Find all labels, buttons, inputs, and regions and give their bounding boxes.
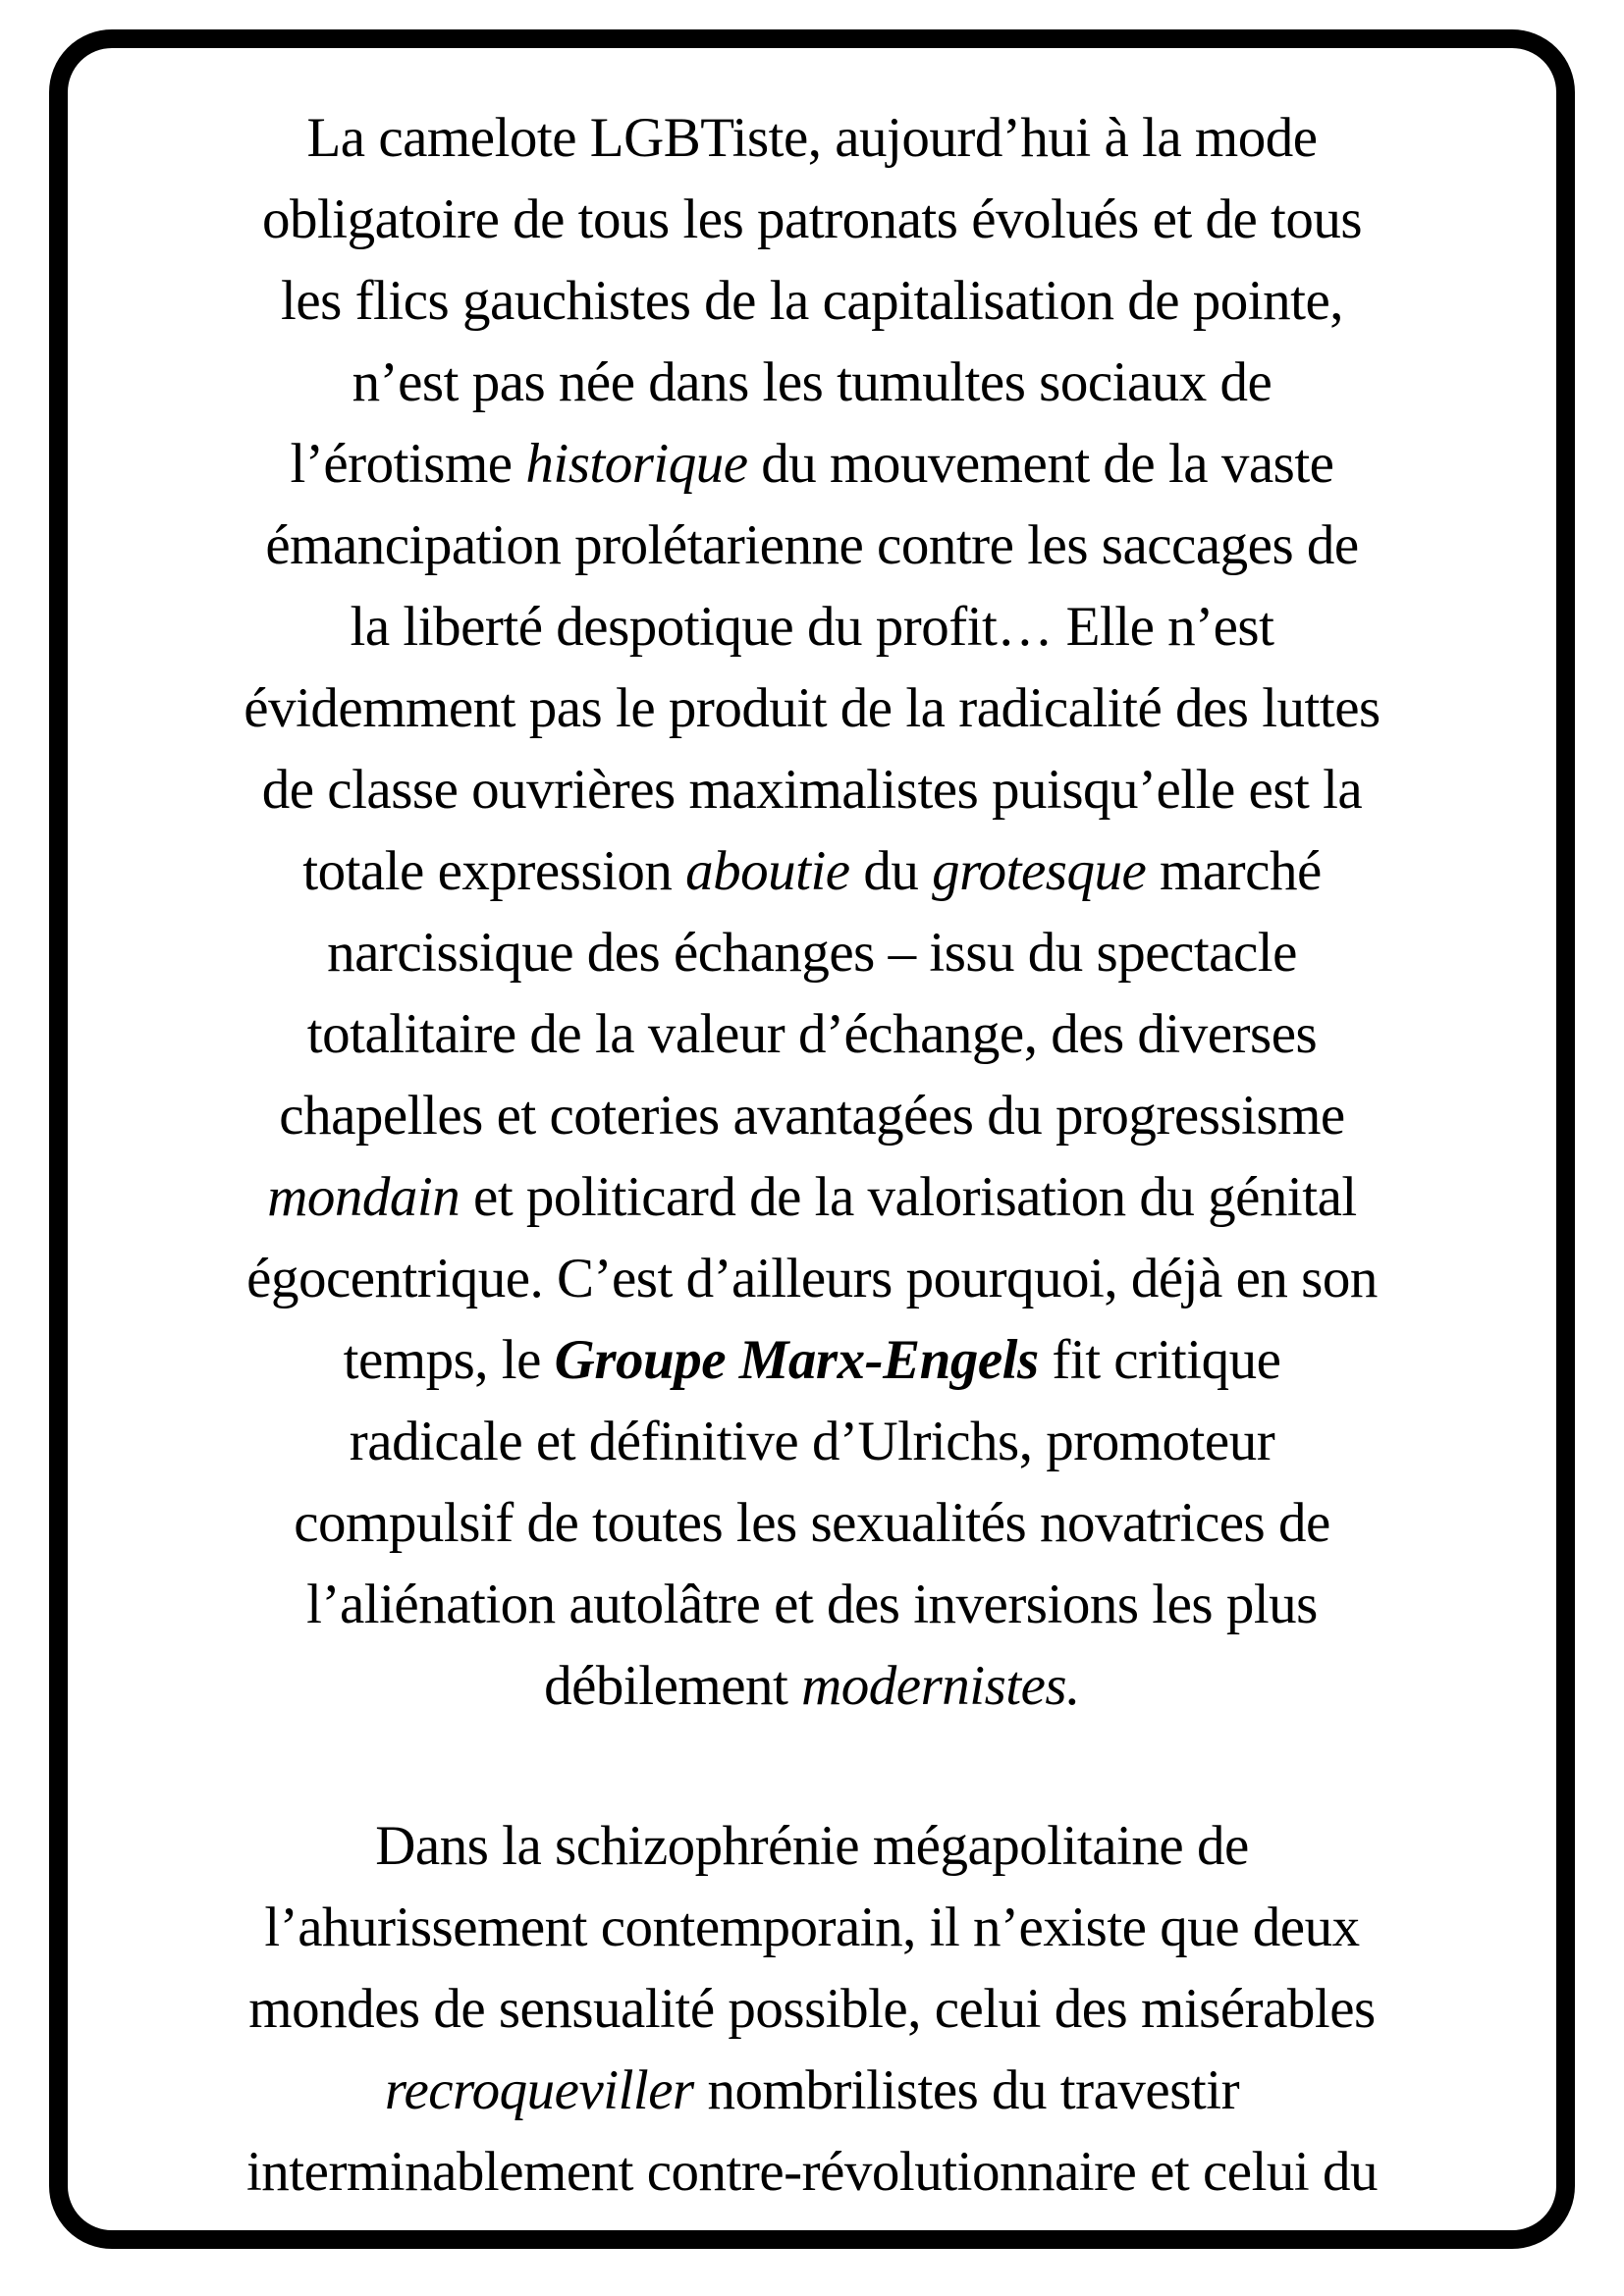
text-line (83, 179, 1541, 260)
text-line (83, 342, 1541, 423)
text-segment: l’érotisme (290, 433, 526, 495)
text-segment: et politicard de la valorisation du génital (460, 1166, 1357, 1228)
text-segment: modernistes. (801, 1655, 1080, 1717)
text-line (83, 2131, 1541, 2213)
text-segment: de classe ouvrières maximalistes puisqu’elle est la (261, 759, 1363, 821)
text-line (83, 1645, 1541, 1727)
text-segment: n’est pas née dans les tumultes sociaux de (352, 351, 1272, 413)
text-line (83, 260, 1541, 342)
text-segment: du (849, 840, 933, 902)
text-segment: obligatoire de tous les patronats évolués et de tous (261, 188, 1363, 250)
text-line (83, 667, 1541, 749)
text-line (83, 993, 1541, 1075)
text-line (83, 1156, 1541, 1238)
text-segment: Groupe Marx-Engels (554, 1329, 1039, 1391)
text-line (83, 1482, 1541, 1564)
text-segment: aboutie (685, 840, 850, 902)
text-line (83, 1075, 1541, 1156)
text-segment: historique (525, 433, 748, 495)
text-segment: interminablement contre-révolutionnaire et celui du (245, 2141, 1379, 2203)
text-line (83, 1401, 1541, 1482)
text-line (83, 1805, 1541, 1887)
text-segment: nombrilistes du travestir (693, 2059, 1240, 2121)
text-segment: l’aliénation autolâtre et des inversions les plus (306, 1574, 1318, 1635)
text-segment: Dans la schizophrénie mégapolitaine de (375, 1815, 1249, 1877)
text-segment: temps, le (343, 1329, 555, 1391)
text-segment: totalitaire de la valeur d’échange, des diverses (306, 1003, 1318, 1065)
text-segment: mondain (267, 1166, 460, 1228)
text-line (83, 830, 1541, 912)
text-line (83, 749, 1541, 830)
text-segment: l’ahurissement contemporain, il n’existe que deux (264, 1896, 1360, 1958)
text-line (83, 97, 1541, 179)
text-segment: débilement (544, 1655, 802, 1717)
text-segment: totale expression (302, 840, 686, 902)
bordered-page (49, 29, 1575, 2249)
text-segment: marché (1146, 840, 1322, 902)
text-line (83, 423, 1541, 505)
text-line (83, 1319, 1541, 1401)
text-segment: recroqueviller (384, 2059, 694, 2121)
text-segment: mondes de sensualité possible, celui des misérables (248, 1978, 1376, 2040)
text-segment: la liberté despotique du profit… Elle n’est (350, 596, 1274, 658)
text-segment: La camelote LGBTiste, aujourd’hui à la mode (306, 107, 1318, 169)
text-segment: égocentrique. C’est d’ailleurs pourquoi, déjà en son (246, 1248, 1378, 1309)
text-line (83, 1887, 1541, 1968)
text-segment: émancipation prolétarienne contre les saccages de (265, 514, 1359, 576)
text-line (83, 1238, 1541, 1319)
text-line (83, 2050, 1541, 2131)
text-segment: les flics gauchistes de la capitalisation de pointe, (281, 270, 1343, 332)
text-segment: chapelles et coteries avantagées du progressisme (279, 1085, 1345, 1147)
paragraph (83, 97, 1541, 1727)
page-text-block (68, 48, 1556, 2213)
text-line (83, 1968, 1541, 2050)
text-segment: compulsif de toutes les sexualités novatrices de (294, 1492, 1330, 1554)
paragraph (83, 1805, 1541, 2213)
text-line (83, 912, 1541, 993)
text-segment: radicale et définitive d’Ulrichs, promoteur (349, 1411, 1275, 1472)
text-line (83, 1564, 1541, 1645)
text-line (83, 505, 1541, 586)
text-segment: évidemment pas le produit de la radicalité des luttes (244, 677, 1380, 739)
text-segment: du mouvement de la vaste (747, 433, 1334, 495)
text-segment: narcissique des échanges – issu du spectacle (327, 922, 1297, 984)
text-segment: grotesque (932, 840, 1147, 902)
text-segment: fit critique (1038, 1329, 1281, 1391)
text-line (83, 586, 1541, 667)
